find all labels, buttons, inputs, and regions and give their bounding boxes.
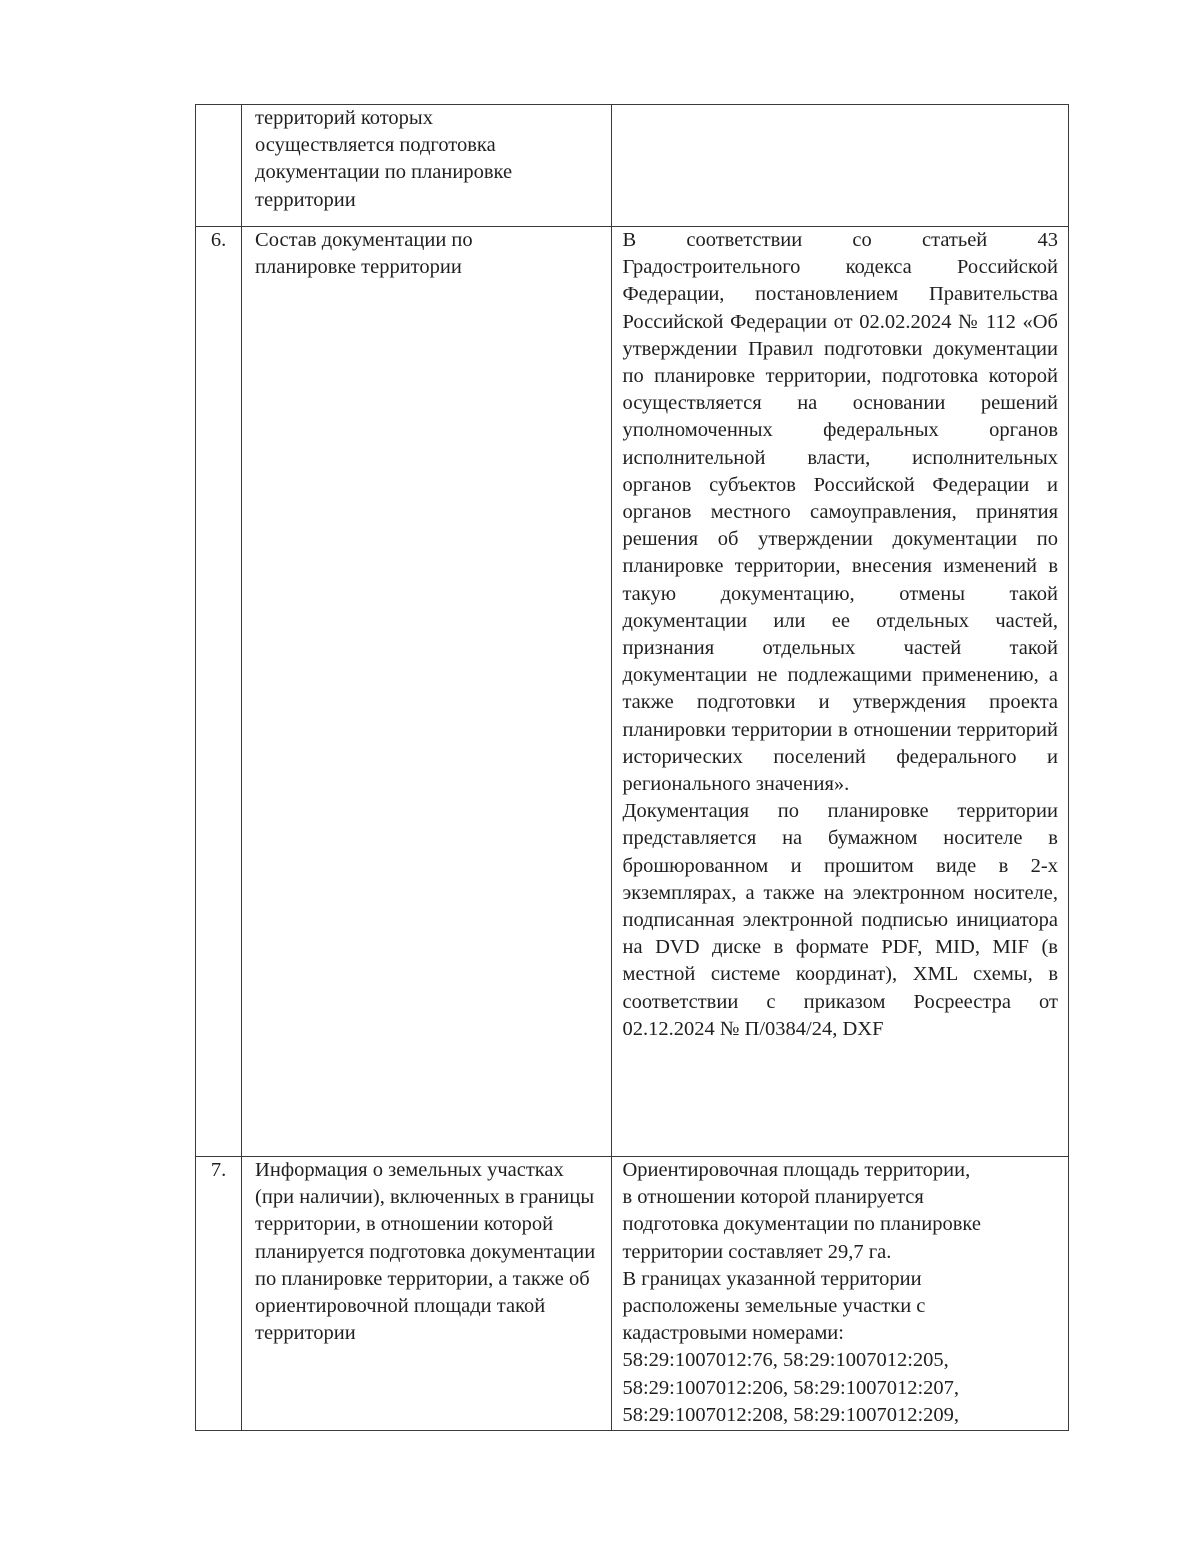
- cadastral-numbers-line: 58:29:1007012:76, 58:29:1007012:205,: [622, 1349, 949, 1372]
- content-line: В границах указанной территории: [622, 1267, 922, 1290]
- cadastral-numbers-line: 58:29:1007012:208, 58:29:1007012:209,: [622, 1403, 960, 1426]
- content-line: территории составляет 29,7 га.: [622, 1240, 892, 1263]
- row-content: [612, 227, 1069, 1157]
- content-line: в отношении которой планируется: [622, 1186, 924, 1209]
- content-paragraph: Документация по планировке территории представляется на бумажном носителе в брошюрованном и прошитом виде в 2-х экземплярах, а также на электронном носителе, подписанная электронной подписью инициатора на DVD диске в формате PDF, MID, MIF (в местной системе координат), XML схемы, в соответствии с приказом Росреестра от 02.12.2024 № П/0384/24, DXF: [622, 800, 1058, 1040]
- row-title-text: Состав документации по планировке территории: [255, 229, 473, 279]
- table-row: [196, 1157, 1069, 1431]
- row-title: [242, 1157, 612, 1431]
- row-number: 7.: [196, 1157, 242, 1431]
- content-line: кадастровыми номерами:: [622, 1322, 844, 1345]
- row-title: [242, 227, 612, 1157]
- table-row: [196, 105, 1069, 227]
- document-table: [195, 104, 1069, 1431]
- content-line: расположены земельные участки с: [622, 1295, 926, 1318]
- content-line: Ориентировочная площадь территории,: [622, 1159, 971, 1181]
- row-content: [612, 105, 1069, 227]
- row-content: [612, 1157, 1069, 1431]
- cadastral-numbers-line: 58:29:1007012:206, 58:29:1007012:207,: [622, 1376, 960, 1399]
- row-title-text: Информация о земельных участках (при наличии), включенных в границы территории, в отношении которой планируется подготовка документации по планировке территории, а также об ориентировочной площади такой территории: [255, 1159, 596, 1345]
- content-paragraph: В соответствии со статьей 43 Градостроительного кодекса Российской Федерации, постановлением Правительства Российской Федерации от 02.02.2024 № 112 «Об утверждении Правил подготовки документации по планировке территории, подготовка которой осуществляется на основании решений уполномоченных федеральных органов исполнительной власти, исполнительных органов субъектов Российской Федерации и органов местного самоуправления, принятия решения об утверждении документации по планировке территории, внесения изменений в такую документацию, отмены такой документации или ее отдельных частей, признания отдельных частей такой документации не подлежащими применению, а также подготовки и утверждения проекта планировки территории в отношении территорий исторических поселений федерального и регионального значения».: [622, 229, 1058, 796]
- table-row: [196, 227, 1069, 1157]
- row-number: [196, 105, 242, 227]
- row-title: [242, 105, 612, 227]
- content-line: подготовка документации по планировке: [622, 1213, 981, 1236]
- row-title-text: территорий которых осуществляется подготовка документации по планировке территории: [255, 107, 513, 211]
- row-number: 6.: [196, 227, 242, 1157]
